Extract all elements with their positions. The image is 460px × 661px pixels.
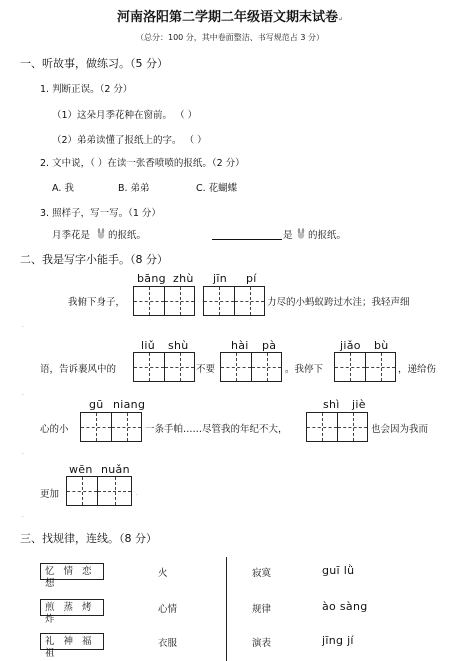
- word-box-3[interactable]: 礼 神 福 祖: [40, 633, 104, 650]
- question-1a: （1）这朵月季花种在窗前。 （ ）: [52, 110, 198, 121]
- passage-text: 语，告诉裹风中的: [40, 364, 117, 375]
- word-box-2[interactable]: 煎 蒸 烤 炸: [40, 599, 104, 616]
- pinyin-zhu: zhù: [173, 272, 194, 285]
- section1-heading: 一、听故事，做练习。（5 分）: [20, 57, 168, 70]
- pinyin-jin: jīn: [213, 272, 227, 285]
- pinyin-pa: pà: [262, 339, 277, 352]
- passage-text: 更加: [40, 489, 60, 500]
- page-subtitle: （总分：100 分，其中卷面整洁、书写规范占 3 分）: [136, 33, 324, 42]
- pinyin-jiao: jiǎo: [340, 339, 361, 352]
- writing-grid-guniang[interactable]: [80, 412, 142, 442]
- match-item-yifu[interactable]: 衣服: [158, 638, 178, 649]
- match-item-jimo[interactable]: 寂寞: [252, 568, 272, 579]
- passage-text: 我俯下身子，: [68, 297, 126, 308]
- answer-blank[interactable]: [212, 239, 282, 240]
- writing-grid-liushu[interactable]: [133, 352, 195, 382]
- pinyin-nuan: nuǎn: [101, 463, 130, 476]
- example-text-end: 的报纸。: [108, 230, 147, 241]
- passage-text: 也会因为我而: [371, 424, 429, 435]
- question-2: 2. 文中说，（ ）在读一张香喷喷的报纸。（2 分）: [40, 158, 245, 169]
- pinyin-niang: niang: [113, 398, 146, 411]
- paragraph-mark: ．: [22, 449, 29, 456]
- bunny-icon: [296, 228, 306, 239]
- match-item-huo[interactable]: 火: [158, 568, 168, 579]
- example-text-start: 月季花是: [52, 230, 91, 241]
- word-box-1[interactable]: 忆 情 恋 想: [40, 563, 104, 580]
- question-1: 1. 判断正误。（2 分）: [40, 84, 133, 95]
- question-1b: （2）弟弟读懂了报纸上的字。 （ ）: [52, 135, 207, 146]
- paragraph-mark: ．: [22, 390, 29, 397]
- pinyin-jie: jiè: [352, 398, 366, 411]
- pinyin-jingji[interactable]: jīng jí: [322, 634, 354, 647]
- pinyin-bu: bù: [374, 339, 389, 352]
- writing-grid-bangzhu[interactable]: [133, 286, 195, 316]
- section3-heading: 三、找规律，连线。（8 分）: [20, 532, 157, 545]
- option-c: C. 花蝴蝶: [196, 183, 238, 194]
- option-b: B. 弟弟: [118, 183, 150, 194]
- paragraph-mark: ．: [22, 322, 29, 329]
- passage-text: 不要: [196, 364, 216, 375]
- writing-grid-wennuan[interactable]: [66, 476, 132, 506]
- column-divider: [226, 557, 227, 661]
- pinyin-wen: wēn: [69, 463, 93, 476]
- pinyin-aosang[interactable]: ào sàng: [322, 600, 368, 613]
- question-3: 3. 照样子，写一写。（1 分）: [40, 208, 161, 219]
- match-item-xinqing[interactable]: 心情: [158, 604, 178, 615]
- pinyin-bang: bāng: [137, 272, 166, 285]
- pinyin-pi: pí: [246, 272, 257, 285]
- pinyin-hai: hài: [231, 339, 249, 352]
- writing-grid-jiaobu[interactable]: [334, 352, 396, 382]
- match-item-yanbiao[interactable]: 演表: [252, 638, 272, 649]
- passage-text: 一条手帕……尽管我的年纪不大，: [145, 424, 288, 435]
- passage-text: ，递给伤: [398, 364, 437, 375]
- pinyin-shu: shù: [168, 339, 189, 352]
- option-a: A. 我: [52, 183, 74, 194]
- writing-grid-jinpi[interactable]: [203, 286, 265, 316]
- answer-text-end: 的报纸。: [308, 230, 347, 241]
- section2-heading: 二、我是写字小能手。（8 分）: [20, 253, 168, 266]
- bunny-icon: [96, 228, 106, 239]
- paragraph-mark: ．: [136, 490, 143, 497]
- pinyin-guilv[interactable]: guī lǜ: [322, 564, 355, 577]
- passage-text: 心的小: [40, 424, 69, 435]
- answer-text-mid: 是: [283, 230, 293, 241]
- pinyin-shi: shì: [323, 398, 340, 411]
- writing-grid-haipa[interactable]: [220, 352, 282, 382]
- pinyin-liu: liǔ: [141, 339, 155, 352]
- paragraph-mark: ．: [22, 512, 29, 519]
- passage-text: 力尽的小蚂蚁跨过水洼；我轻声细: [267, 297, 410, 308]
- pinyin-gu: gū: [89, 398, 104, 411]
- passage-text: 。我停下: [285, 364, 324, 375]
- match-item-guilv[interactable]: 规律: [252, 604, 272, 615]
- writing-grid-shijie[interactable]: [306, 412, 368, 442]
- page-title: 河南洛阳第二学期二年级语文期末试卷↵: [116, 10, 344, 25]
